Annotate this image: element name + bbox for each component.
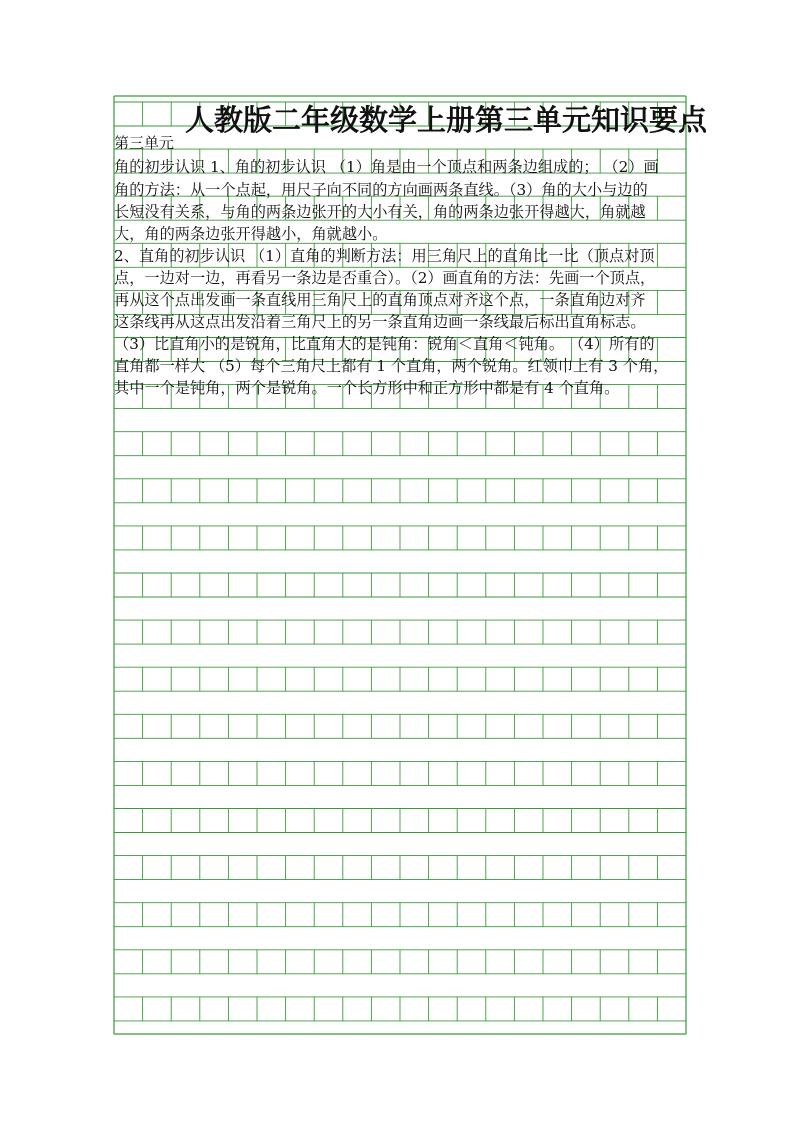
body-line: 长短没有关系，与角的两条边张开的大小有关，角的两条边张开得越大，角就越: [114, 203, 646, 221]
unit-heading: 第三单元: [114, 134, 175, 152]
body-line: 直角都一样大 （5）每个三角尺上都有 1 个直角，两个锐角。红领巾上有 3 个角，: [114, 357, 669, 375]
body-line: （3）比直角小的是锐角，比直角大的是钝角：锐角＜直角＜钝角。 （4）所有的: [114, 335, 655, 353]
body-line: 2、直角的初步认识 （1）直角的判断方法：用三角尺上的直角比一比（顶点对顶: [114, 247, 655, 265]
body-line: 角的初步认识 1、角的初步认识 （1）角是由一个顶点和两条边组成的； （2）画: [114, 158, 659, 176]
page-title: 人教版二年级数学上册第三单元知识要点: [185, 103, 708, 137]
body-line: 这条线再从这点出发沿着三角尺上的另一条直角边画一条线最后标出直角标志。: [114, 313, 646, 331]
body-line: 再从这个点出发画一条直线用三角尺上的直角顶点对齐这个点，一条直角边对齐: [114, 291, 646, 309]
body-line: 大，角的两条边张开得越小，角就越小。: [114, 225, 388, 243]
body-line: 角的方法：从一个点起，用尺子向不同的方向画两条直线。（3）角的大小与边的: [114, 181, 648, 199]
body-line: 点，一边对一边，再看另一条边是否重合）。（2）画直角的方法：先画一个顶点，: [114, 269, 656, 287]
body-line: 其中一个是钝角，两个是锐角。一个长方形中和正方形中都是有 4 个直角。: [114, 379, 620, 397]
